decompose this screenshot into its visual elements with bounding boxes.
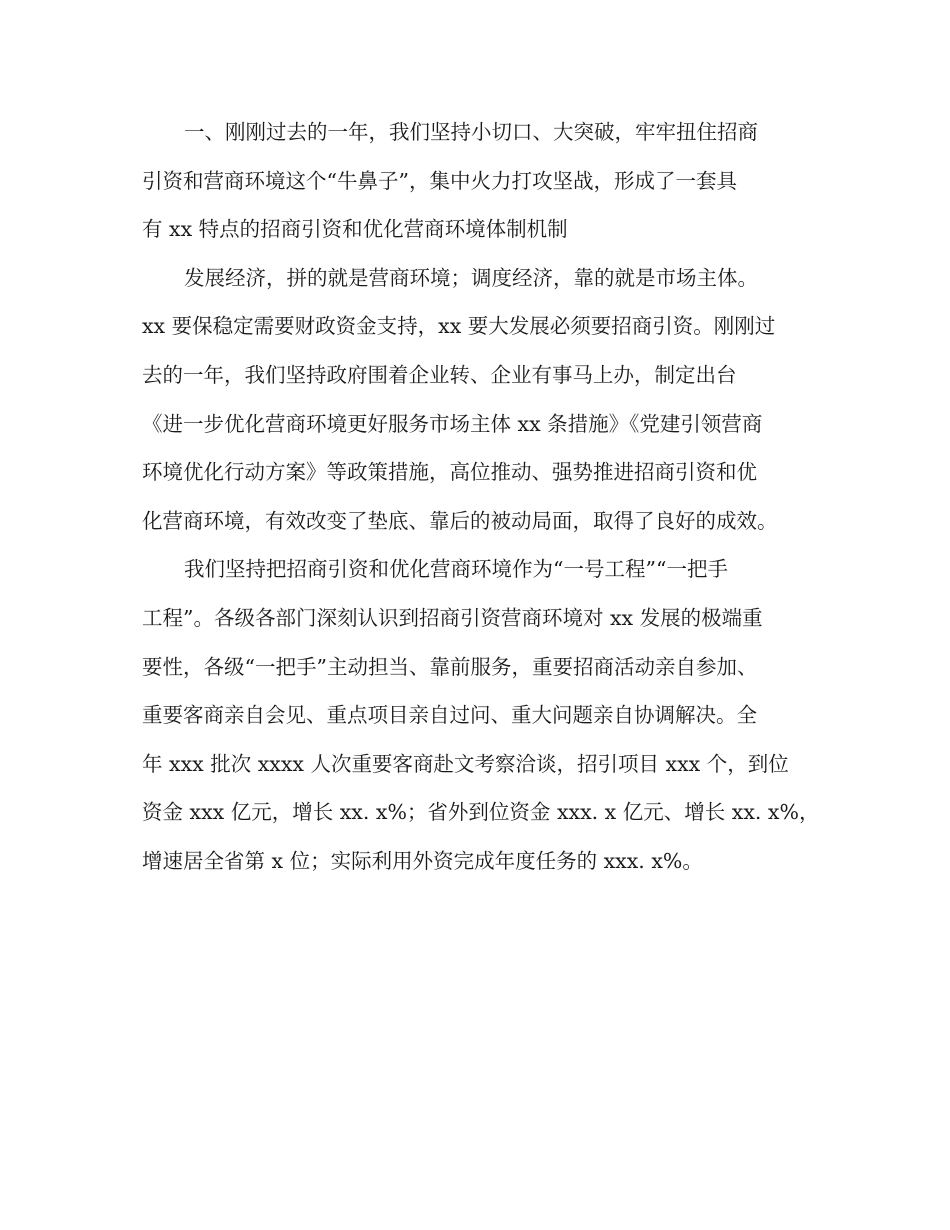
text-line: 环境优化行动方案》等政策措施，高位推动、强势推进招商引资和优 <box>142 460 757 485</box>
text-line: 资金 xxx 亿元，增长 xx. x%；省外到位资金 xxx. x 亿元、增长 xx. x%， <box>142 800 820 825</box>
body-text <box>142 108 820 886</box>
text-line: 要性，各级“一把手”主动担当、靠前服务，重要招商活动亲自参加、 <box>142 654 758 679</box>
text-line: 我们坚持把招商引资和优化营商环境作为“一号工程”“一把手 <box>184 557 728 582</box>
paragraph-2 <box>142 254 810 546</box>
text-line: 有 xx 特点的招商引资和优化营商环境体制机制 <box>142 217 568 242</box>
text-line: 发展经济，拼的就是营商环境；调度经济，靠的就是市场主体。 <box>184 265 758 290</box>
text-line: 年 xxx 批次 xxxx 人次重要客商赴文考察洽谈，招引项目 xxx 个，到位 <box>142 751 789 776</box>
text-line: xx 要保稳定需要财政资金支持，xx 要大发展必须要招商引资。刚刚过 <box>142 314 776 339</box>
paragraph-3 <box>142 545 820 885</box>
text-line: 重要客商亲自会见、重点项目亲自过问、重大问题亲自协调解决。全 <box>142 703 757 728</box>
text-line: 《进一步优化营商环境更好服务市场主体 xx 条措施》《党建引领营商 <box>142 411 763 436</box>
text-line: 增速居全省第 x 位；实际利用外资完成年度任务的 xxx. x%。 <box>142 848 703 873</box>
text-line: 化营商环境，有效改变了垫底、靠后的被动局面，取得了良好的成效。 <box>142 508 778 533</box>
text-line: 去的一年，我们坚持政府围着企业转、企业有事马上办，制定出台 <box>142 362 737 387</box>
text-line: 引资和营商环境这个“牛鼻子”，集中火力打攻坚战，形成了一套具 <box>142 168 737 193</box>
paragraph-1 <box>142 108 810 254</box>
text-line: 一、刚刚过去的一年，我们坚持小切口、大突破，牢牢扭住招商 <box>184 120 758 144</box>
text-line: 工程”。各级各部门深刻认识到招商引资营商环境对 xx 发展的极端重 <box>142 605 763 630</box>
